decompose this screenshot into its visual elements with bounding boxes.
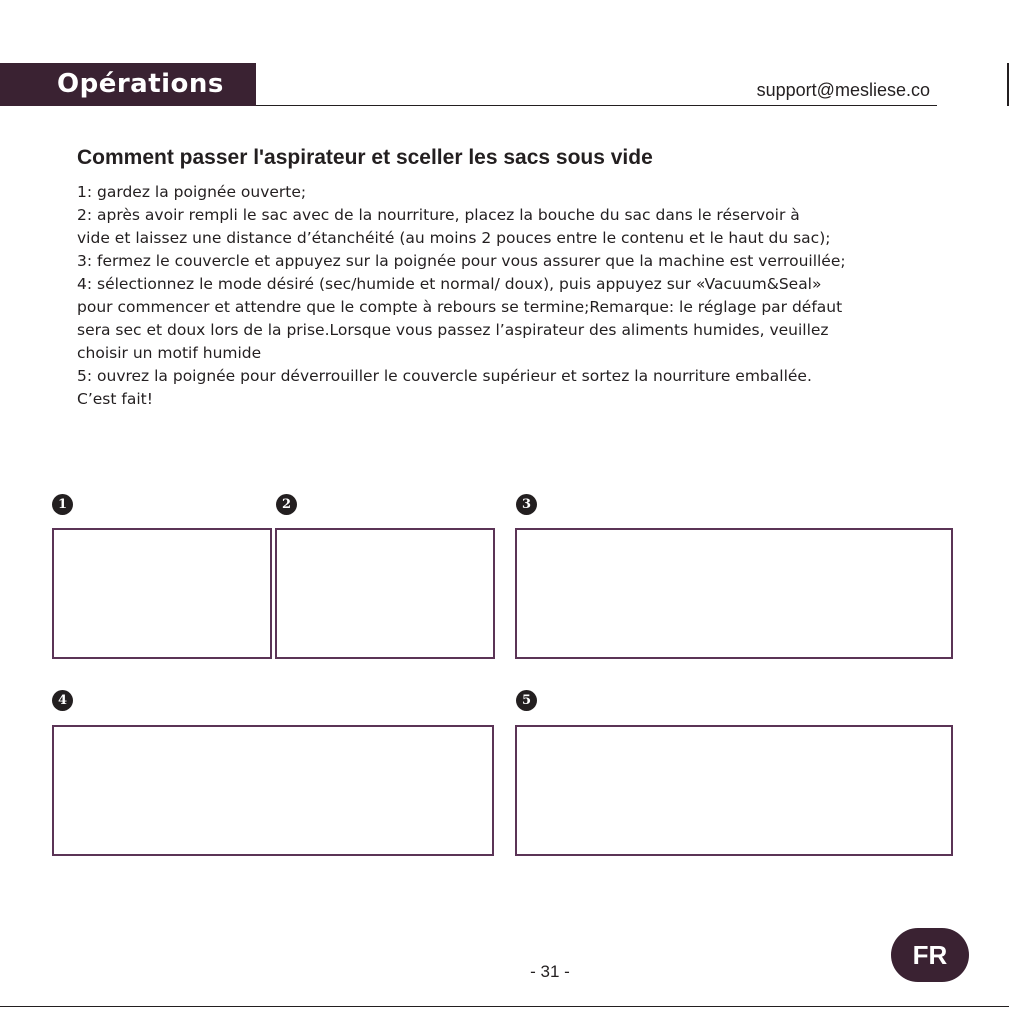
step-1-number: 1 (52, 494, 73, 515)
instruction-line: pour commencer et attendre que le compte à rebours se termine;Remarque: le réglage par défaut (77, 298, 843, 316)
step-4-number: 4 (52, 690, 73, 711)
step-2-image-frame (275, 528, 495, 659)
step-2-number: 2 (276, 494, 297, 515)
section-title: Comment passer l'aspirateur et sceller les sacs sous vide (77, 146, 653, 169)
instructions-text (77, 181, 977, 411)
instruction-line: 1: gardez la poignée ouverte; (77, 183, 307, 201)
instruction-line: C’est fait! (77, 390, 153, 408)
step-1-image-frame (52, 528, 272, 659)
instruction-line: choisir un motif humide (77, 344, 262, 362)
instruction-line: 2: après avoir rempli le sac avec de la nourriture, placez la bouche du sac dans le réservoir à (77, 206, 800, 224)
step-5-number: 5 (516, 690, 537, 711)
language-badge: FR (891, 928, 969, 982)
step-3-number: 3 (516, 494, 537, 515)
step-4-image-frame (52, 725, 494, 856)
step-5-image-frame (515, 725, 953, 856)
instruction-line: 3: fermez le couvercle et appuyez sur la poignée pour vous assurer que la machine est verrouillée; (77, 252, 846, 270)
section-header: Opérations (0, 63, 256, 106)
instruction-line: 4: sélectionnez le mode désiré (sec/humide et normal/ doux), puis appuyez sur «Vacuum&Seal» (77, 275, 822, 293)
instruction-line: 5: ouvrez la poignée pour déverrouiller le couvercle supérieur et sortez la nourriture emballée. (77, 367, 812, 385)
step-3-image-frame (515, 528, 953, 659)
support-email: support@mesliese.co (756, 80, 930, 100)
instruction-line: vide et laissez une distance d’étanchéité (au moins 2 pouces entre le contenu et le haut du sac); (77, 229, 831, 247)
instruction-line: sera sec et doux lors de la prise.Lorsque vous passez l’aspirateur des aliments humides, veuillez (77, 321, 829, 339)
page-number: - 31 - (530, 962, 570, 981)
footer-divider (0, 1006, 1009, 1007)
header-divider (256, 105, 937, 106)
